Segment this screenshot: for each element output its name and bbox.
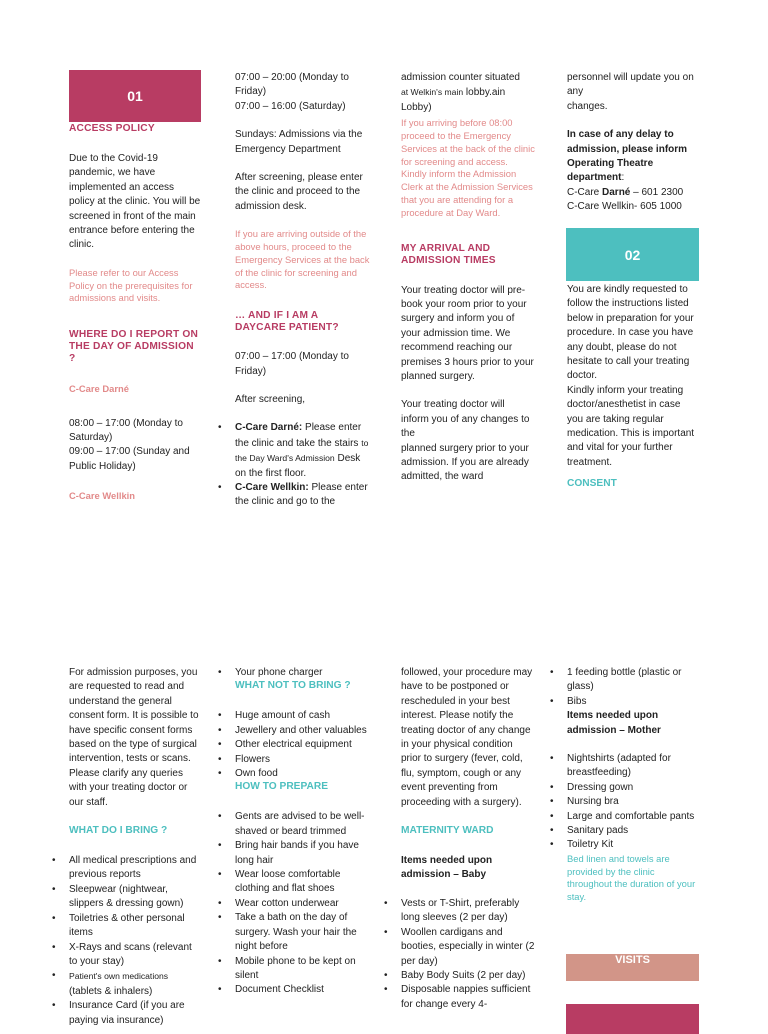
changes-text: Your treating doctor will inform you of any changes to the planned surgery prior to your admission. If you are already admitted, the ward: [401, 399, 530, 483]
daycare-darne-small: to the Day Ward's Admission: [235, 437, 369, 464]
list-item: • Sanitary pads: [567, 824, 699, 838]
personnel-text: personnel will update you on any changes.: [567, 72, 694, 112]
darne-hours: 08:00 – 17:00 (Monday to Saturday) 09:00 – 17:00 (Sunday and Public Holiday): [69, 417, 190, 472]
list-item: • Vests or T-Shirt, preferably long sleeves (2 per day): [401, 897, 535, 926]
bottom-pink-box: [566, 1004, 699, 1034]
list-item: • Woollen cardigans and booties, especially in winter (2 per day): [401, 926, 535, 969]
list-item: • Disposable nappies sufficient for change every 4-: [401, 983, 535, 1012]
access-policy-note: Please refer to our Access Policy on the prerequisites for admissions and visits.: [69, 266, 193, 304]
list-item: • Bibs: [567, 695, 699, 709]
admission-counter-line: admission counter situated: [401, 72, 520, 83]
list-item: • Nightshirts (adapted for breastfeeding): [567, 752, 699, 781]
list-item: • Bring hair bands if you have long hair: [235, 839, 370, 868]
baby-items-title: Items needed upon admission – Baby: [401, 855, 493, 881]
own-medications-label: Patient's own medications: [69, 971, 169, 982]
darne-phone-prefix: C-Care: [567, 186, 603, 198]
section-01-box: [69, 70, 201, 122]
list-item: • Toiletries & other personal items: [69, 912, 201, 941]
instructions-text: You are kindly requested to follow the instructions listed below in preparation for your procedure. In case you have any doubt, please do not hesitate to call your treating doctor. Kindly inform your treating doctor/anesthetist in case you are taking regular medication. This is important and vital for your further treatment.: [567, 284, 695, 468]
consent-text: For admission purposes, you are requested to read and understand the general consent form. It is possible to have specific consent forms based on the type of surgical intervention, tests or scans. Please clarify any queries with your treating doctor or our staff.: [69, 667, 199, 808]
access-policy-text: Due to the Covid-19 pandemic, we have implemented an access policy at the clinic. You will be screened in front of the main entrance before entering the clinic.: [69, 153, 201, 251]
access-policy-title: ACCESS POLICY: [69, 123, 155, 134]
baby-items-list: [401, 897, 535, 1012]
list-item: [69, 969, 201, 999]
postpone-text: followed, your procedure may have to be postponed or rescheduled in your best interest. Please notify the treating doctor of any change in your physical condition prior to surgery (fever, cold, flu, symptom, cough or any event preventing from proceeding with a surgery).: [401, 667, 533, 808]
top-col-1: [69, 123, 201, 504]
section-01-number: 01: [127, 88, 143, 104]
daycare-wellkin-text: Please enter the clinic and go to the: [235, 482, 368, 508]
daycare-darne-rest: Desk on the first floor.: [235, 453, 361, 479]
top-col-2: [235, 71, 370, 510]
daycare-hours: 07:00 – 17:00 (Monday to Friday): [235, 351, 349, 377]
list-item: • Other electrical equipment: [235, 738, 370, 752]
baby-items-list-continued: [567, 666, 699, 709]
list-item: • Sleepwear (nightwear, slippers & dressing gown): [69, 883, 201, 912]
darne-phone-name: Darné: [602, 186, 631, 198]
darne-label: C-Care Darné: [69, 383, 129, 395]
wellkin-phone: C-Care Wellkin- 605 1000: [567, 201, 682, 213]
bring-list: [69, 854, 201, 1028]
list-item: • Wear cotton underwear: [235, 897, 370, 911]
wellkin-hours: 07:00 – 20:00 (Monday to Friday) 07:00 – 16:00 (Saturday): [235, 72, 349, 112]
list-item: • Huge amount of cash: [235, 709, 370, 723]
list-item: • Take a bath on the day of surgery. Wash your hair the night before: [235, 911, 370, 954]
list-item: [235, 421, 370, 481]
after-screening-text: After screening, please enter the clinic and proceed to the admission desk.: [235, 172, 363, 212]
visits-title: VISITS: [615, 954, 650, 966]
maternity-title: MATERNITY WARD: [401, 825, 494, 837]
list-item: • Document Checklist: [235, 983, 370, 997]
consent-title: CONSENT: [567, 478, 617, 490]
list-item: • Toiletry Kit: [567, 838, 699, 852]
list-item: • Nursing bra: [567, 795, 699, 809]
bottom-col-2: [235, 666, 370, 998]
list-item: • Gents are advised to be well-shaved or beard trimmed: [235, 810, 370, 839]
daycare-title: … AND IF I AM A DAYCARE PATIENT?: [235, 310, 339, 334]
charger-list: [235, 666, 370, 680]
before-0800-note: If you arriving before 08:00 proceed to the Emergency Services at the back of the clinic for screening and access. Kindly inform the Admission Clerk at the Admission Services that you are attending for a procedure at Day Ward.: [401, 117, 535, 218]
top-col-4: [567, 71, 699, 215]
delay-colon: :: [621, 172, 625, 184]
bottom-col-4: [567, 666, 699, 904]
darne-phone-number: – 601 2300: [630, 186, 684, 198]
bottom-col-3: [401, 666, 535, 1012]
not-bring-title: WHAT NOT TO BRING ?: [235, 680, 351, 692]
list-item: [235, 481, 370, 510]
prepare-title: HOW TO PREPARE: [235, 781, 329, 793]
list-item: • Own food: [235, 767, 370, 781]
visits-box: [566, 954, 699, 981]
bring-title: WHAT DO I BRING ?: [69, 825, 168, 837]
bed-linen-note: Bed linen and towels are provided by the clinic throughout the duration of your stay.: [567, 852, 696, 903]
list-item: • Large and comfortable pants: [567, 810, 699, 824]
section-02-box: [566, 228, 699, 281]
list-item: • Insurance Card (if you are paying via insurance): [69, 999, 201, 1028]
list-item: • X-Rays and scans (relevant to your stay): [69, 941, 201, 970]
list-item: • Your phone charger: [235, 666, 370, 680]
section-02-number: 02: [624, 246, 641, 263]
arrival-title: MY ARRIVAL AND ADMISSION TIMES: [401, 242, 496, 266]
daycare-wellkin-label: C-Care Wellkin:: [235, 482, 309, 494]
outside-hours-note: If you are arriving outside of the above hours, proceed to the Emergency Services at the back of the clinic for screening and access.: [235, 228, 370, 291]
admission-counter-small: at Welkin's main: [401, 87, 464, 98]
list-item: • Dressing gown: [567, 781, 699, 795]
prepare-list: [235, 810, 370, 997]
top-col-4-lower: [567, 283, 699, 490]
list-item: • Wear loose comfortable clothing and flat shoes: [235, 868, 370, 897]
not-bring-list: [235, 709, 370, 781]
top-col-3: [401, 71, 535, 485]
arrival-text: Your treating doctor will pre-book your room prior to your surgery and inform you of your admission time. We recommend reaching our premises 3 hours prior to your planned surgery.: [401, 284, 534, 383]
list-item: • 1 feeding bottle (plastic or glass): [567, 666, 699, 695]
report-title: WHERE DO I REPORT ON THE DAY OF ADMISSION ?: [69, 329, 199, 365]
sundays-text: Sundays: Admissions via the Emergency Department: [235, 129, 363, 155]
mother-items-list: [567, 752, 699, 853]
list-item: • Baby Body Suits (2 per day): [401, 969, 535, 983]
delay-notice: In case of any delay to admission, please inform Operating Theatre department: [567, 129, 688, 184]
admission-counter-rest: lobby.ain Lobby): [401, 87, 506, 113]
daycare-after-screening: After screening,: [235, 394, 306, 406]
daycare-list: [235, 421, 370, 509]
list-item: • Mobile phone to be kept on silent: [235, 955, 370, 984]
list-item: • Jewellery and other valuables: [235, 724, 370, 738]
daycare-darne-text: Please enter the clinic and take the stairs: [235, 422, 362, 449]
mother-items-title: Items needed upon admission – Mother: [567, 710, 661, 736]
daycare-darne-label: C-Care Darné:: [235, 422, 303, 434]
wellkin-label: C-Care Wellkin: [69, 490, 135, 502]
list-item: • All medical prescriptions and previous reports: [69, 854, 201, 883]
own-medications-rest: (tablets & inhalers): [69, 985, 153, 997]
bottom-col-1: [69, 666, 201, 1028]
list-item: • Flowers: [235, 753, 370, 767]
